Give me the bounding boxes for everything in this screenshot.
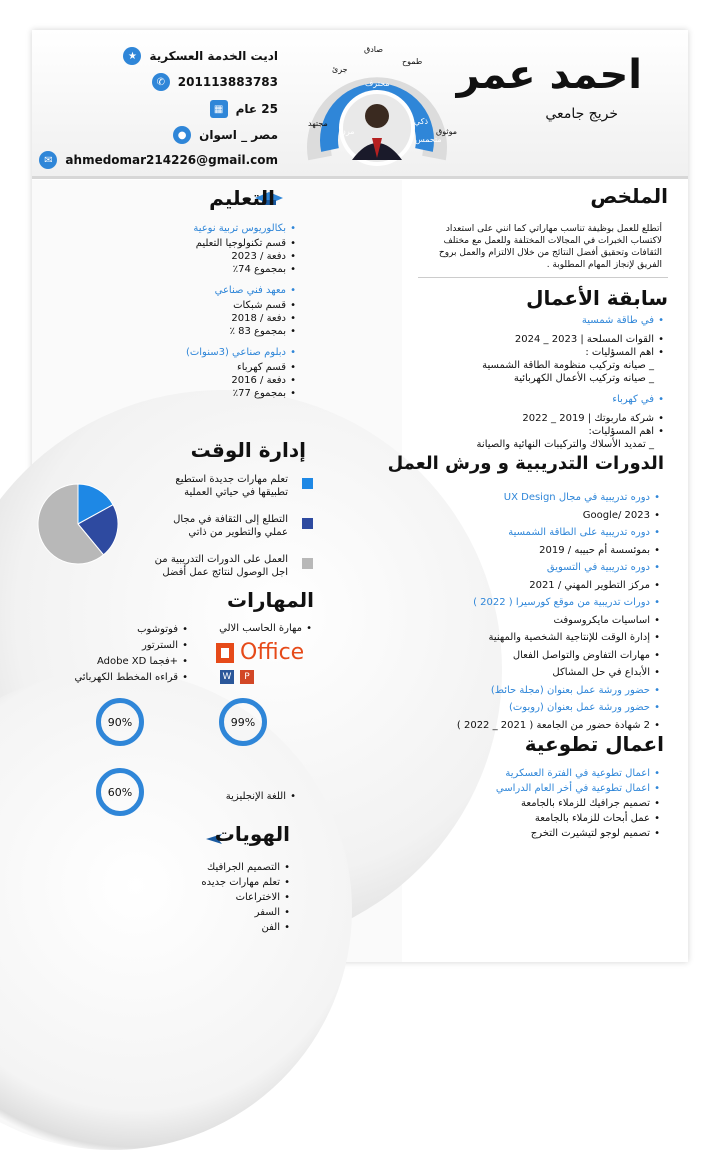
phone-icon: ✆ [152, 73, 170, 91]
arc-word: مرن [340, 127, 355, 136]
course-item: • 2023 /Google [420, 507, 660, 525]
course-item: • الأبداع في حل المشاكل [420, 664, 660, 682]
language-list [196, 790, 296, 803]
arc-word: متحمس [415, 135, 442, 144]
arc-word: محترف [365, 79, 390, 88]
skills-list-left [68, 622, 188, 686]
courses-list [420, 489, 660, 734]
volunteer-item: • اعمال تطوعية في أخر العام الدراسي [420, 781, 660, 796]
summary-text: أتطلع للعمل بوظيفة تناسب مهاراتي كما انني على استعداد لاكتساب الخبرات في المجالات المختلفة وللعمل مع مختلف الثقافات وتحقيق أفضل النتائج من خلال الالتزام والعمل بروح الفريق لإنجاز المهام المطلوبة . [438, 224, 662, 270]
volunteer-list [420, 766, 660, 841]
office-logo: Office [214, 640, 304, 665]
courses-title: الدورات التدريبية و ورش العمل [387, 453, 664, 474]
arc-word: طموح [402, 57, 423, 66]
legend-swatch [302, 478, 313, 489]
hobby-item: • التصميم الجرافيك [170, 860, 290, 875]
job-resp: _ صيانه وتركيب الأعمال الكهربائية [513, 373, 654, 384]
cv-page [32, 30, 688, 962]
course-item: • دوره تدريبية على الطاقة الشمسية [420, 524, 660, 542]
candidate-name: احمد عمر [456, 52, 642, 98]
course-item: • دوره تدريبية في مجال UX Design [420, 489, 660, 507]
legend-swatch [302, 518, 313, 529]
skill-ring: 99% [219, 698, 267, 746]
skill-item: • مهارة الحاسب الالي [212, 622, 312, 635]
location-icon: ● [173, 126, 191, 144]
skill-item: • قراءه المخطط الكهربائي [68, 670, 188, 686]
contact-location: ● مصر _ اسوان [173, 126, 278, 144]
volunteer-item: • تصميم جرافيك للزملاء بالجامعة [420, 796, 660, 811]
contact-email[interactable]: ✉ ahmedomar214226@gmail.com [39, 151, 278, 169]
course-item: • دوره تدريبية في التسويق [420, 559, 660, 577]
arc-word: صادق [364, 45, 383, 54]
edu-grade: • بمجموع 74٪ [156, 263, 296, 276]
calendar-icon: ▦ [210, 100, 228, 118]
volunteer-item: • اعمال تطوعية في الفترة العسكرية [420, 766, 660, 781]
job-place: • القوات المسلحة | 2023 _ 2024 [434, 333, 664, 346]
course-item: • مركز التطوير المهني / 2021 [420, 577, 660, 595]
job-resp-label: • اهم المسؤليات : [434, 346, 664, 359]
hobby-item: • الفن [170, 920, 290, 935]
edu-degree: • بكالوريوس تربية نوعية [156, 222, 296, 235]
contact-military: ★ اديت الخدمة العسكرية [123, 47, 278, 65]
course-item: • بموئسسة أم حبيبه / 2019 [420, 542, 660, 560]
legend-swatch [302, 558, 313, 569]
edu-year: • دفعة / 2018 [156, 312, 296, 325]
job-resp: _ تمديد الأسلاك والتركيبات النهائية والصيانة [476, 439, 654, 450]
profile-head [365, 104, 389, 128]
course-item: • دورات تدريبية من موقع كورسيرا ( 2022 ) [420, 594, 660, 612]
education-title: التعليم [209, 186, 275, 210]
course-item: • اساسيات مايكروسوفت [420, 612, 660, 630]
arc-word: مجتهد [308, 119, 328, 128]
edu-dept: • قسم تكنولوجيا التعليم [156, 237, 296, 250]
arc-word: ذكي [414, 117, 429, 126]
contact-age: ▦ 25 عام [210, 100, 278, 118]
contact-phone[interactable]: ✆ 201113883783 [152, 73, 278, 91]
course-item: • مهارات التفاوض والتواصل الفعال [420, 647, 660, 665]
legend-label: العمل على الدورات التدريبية من اجل الوصول لنتائج عمل أفضل [154, 554, 288, 578]
volunteer-item: • عمل أبحاث للزملاء بالجامعة [420, 811, 660, 826]
edu-grade: • بمجموع 77٪ [156, 387, 296, 400]
edu-year: • دفعة / 2016 [156, 374, 296, 387]
legend-label: التطلع إلى الثقافة في مجال عملي والتطوير من ذاتي [173, 514, 288, 538]
email-icon: ✉ [39, 151, 57, 169]
language-item: • اللغة الإنجليزية [196, 790, 296, 803]
job-field: • في طاقة شمسية [434, 314, 664, 327]
course-item: • حضور ورشة عمل بعنوان (روبوت) [420, 699, 660, 717]
edu-dept: • قسم شبكات [156, 299, 296, 312]
experience-title: سابقة الأعمال [526, 286, 668, 310]
skill-ring: 90% [96, 698, 144, 746]
summary-title: الملخص [590, 184, 668, 208]
education-section [156, 222, 296, 400]
skill-item: • السترتور [68, 638, 188, 654]
course-item: • إدارة الوقت للإنتاجية الشخصية والمهنية [420, 629, 660, 647]
hobby-item: • السفر [170, 905, 290, 920]
job-resp: _ صيانه وتركيب منظومة الطاقة الشمسية [482, 360, 654, 371]
edu-dept: • قسم كهرباء [156, 361, 296, 374]
time-mgmt-pie-chart [36, 482, 120, 566]
profile-arc [302, 38, 457, 178]
experience-section [434, 314, 664, 451]
hobby-item: • تعلم مهارات جديده [170, 875, 290, 890]
edu-year: • دفعة / 2023 [156, 250, 296, 263]
summary-divider [418, 277, 668, 278]
word-icon: W [220, 670, 234, 684]
job-field: • في كهرباء [434, 393, 664, 406]
edu-degree: • معهد فني صناعي [156, 284, 296, 297]
candidate-title: خريج جامعي [545, 106, 618, 122]
hobbies-list [170, 860, 290, 935]
star-icon: ★ [123, 47, 141, 65]
volunteer-item: • تصميم لوجو لتيشيرت التخرج [420, 826, 660, 841]
edu-degree: • دبلوم صناعي (3سنوات) [156, 346, 296, 359]
legend-label: تعلم مهارات جديدة استطيع تطبيقها في حياتي العملية [175, 474, 288, 498]
time-mgmt-title: إدارة الوقت [190, 438, 306, 462]
skill-ring: 60% [96, 768, 144, 816]
edu-grade: • بمجموع 83 ٪ [156, 325, 296, 338]
arc-word: جرئ [332, 65, 348, 74]
hobby-item: • الاختراعات [170, 890, 290, 905]
course-item: • 2 شهادة حضور من الجامعة ( 2021 _ 2022 ) [420, 717, 660, 735]
skill-item: • فوتوشوب [68, 622, 188, 638]
skills-list-right [212, 622, 312, 635]
job-place: • شركة ماربوتك | 2019 _ 2022 [434, 412, 664, 425]
skill-item: • +فجما Adobe XD [68, 654, 188, 670]
volunteer-title: اعمال تطوعية [524, 732, 664, 756]
powerpoint-icon: P [240, 670, 254, 684]
office-icon [214, 641, 236, 665]
course-item: • حضور ورشة عمل بعنوان (مجلة حائط) [420, 682, 660, 700]
office-apps [220, 670, 254, 684]
arc-word: موثوق [436, 127, 457, 136]
skills-title: المهارات [227, 588, 314, 612]
hobbies-title: الهويات [214, 822, 290, 846]
job-resp-label: • اهم المسؤليات: [434, 425, 664, 438]
